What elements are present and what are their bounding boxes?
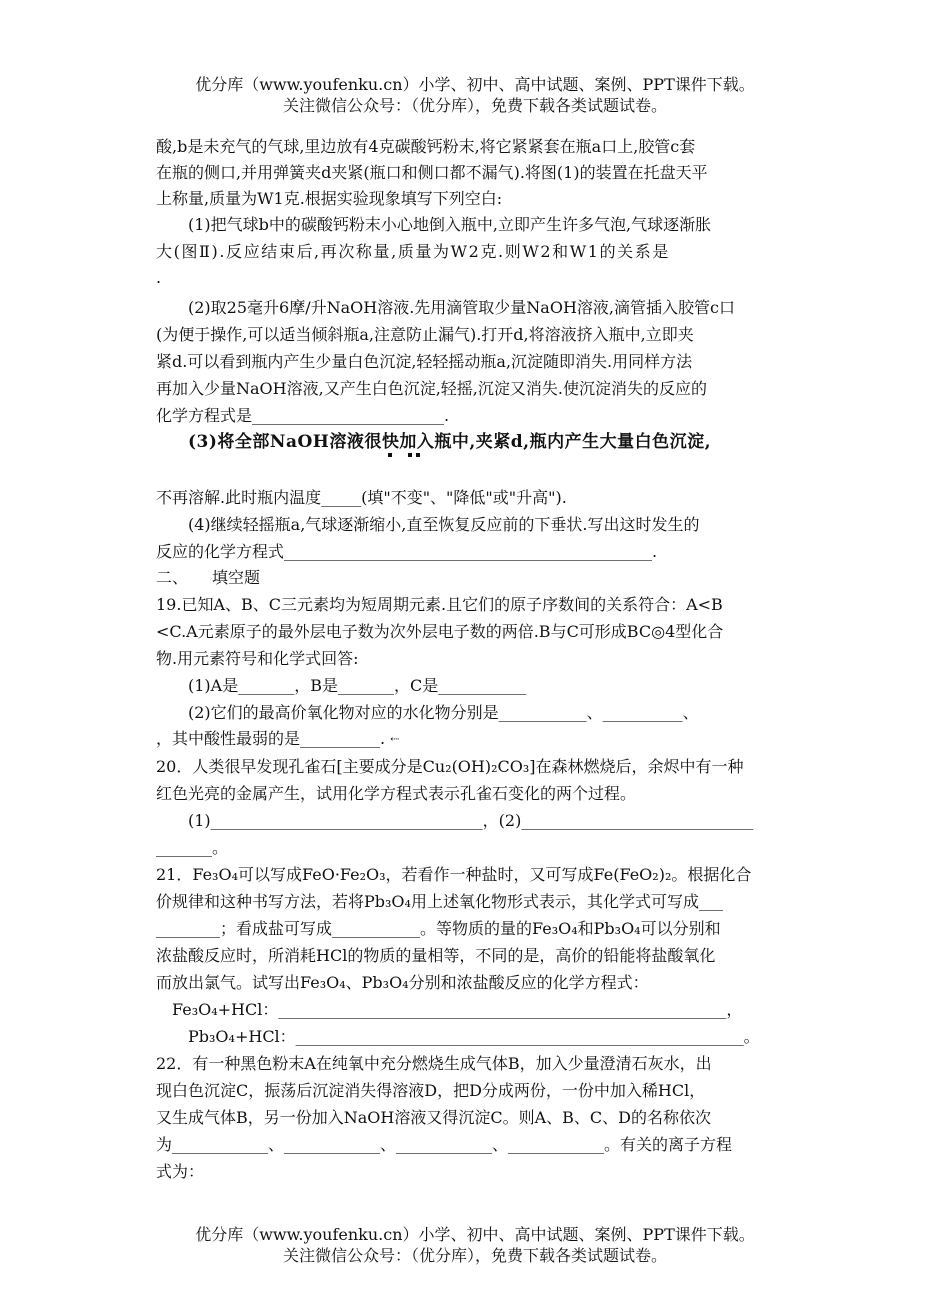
text-line: 现白色沉淀C，振荡后沉淀消失得溶液D，把D分成两份，一份中加入稀HCl， [156,1081,706,1100]
text-line: 为____________、____________、____________、____________。有关的离子方程 [156,1135,733,1154]
text-line: . [156,268,162,287]
text-line: (2)它们的最高价氧化物对应的水化物分别是___________、__________、 [188,703,699,722]
text-line: _______。 [156,838,229,857]
text-line: (1)__________________________________，(2)_____________________________ [188,811,754,830]
text-line: 价规律和这种书写方法，若将Pb₃O₄用上述氧化物形式表示，其化学式可写成___ [156,892,723,911]
text-line: 19.已知A、B、C三元素均为短周期元素.且它们的原子序数间的关系符合：A<B [156,595,723,614]
text-line: 再加入少量NaOH溶液,又产生白色沉淀,轻摇,沉淀又消失.使沉淀消失的反应的 [156,379,707,398]
text-line: 式为： [156,1162,205,1181]
text-line: 酸,b是未充气的气球,里边放有4克碳酸钙粉末,将它紧紧套在瓶a口上,胶管c套 [156,137,696,156]
text-line-bold: (3)将全部NaOH溶液很快加入瓶中,夹紧d,瓶内产生大量白色沉淀, [188,432,711,452]
text-line-content: ，其中酸性最弱的是__________. [156,729,386,748]
text-line: 红色光亮的金属产生，试用化学方程式表示孔雀石变化的两个过程。 [156,784,637,803]
text-line: 20．人类很早发现孔雀石[主要成分是Cu₂(OH)₂CO₃]在森林燃烧后，余烬中有一种 [156,757,744,776]
text-line: 物.用元素符号和化学式回答: [156,649,359,668]
page-footer [0,1224,950,1266]
text-line: 大(图Ⅱ).反应结束后,再次称量,质量为W2克.则W2和W1的关系是 [156,242,670,261]
header-line-1: 优分库（www.youfenku.cn）小学、初中、高中试题、案例、PPT课件下载。 [195,75,755,94]
text-line: 又生成气体B，另一份加入NaOH溶液又得沉淀C。则A、B、C、D的名称依次 [156,1108,711,1127]
header-line-2: 关注微信公众号：（优分库），免费下载各类试题试卷。 [282,96,667,115]
footer-line-1: 优分库（www.youfenku.cn）小学、初中、高中试题、案例、PPT课件下载。 [195,1225,755,1244]
return-mark-icon: ⇠ [390,732,400,746]
text-line: (2)取25毫升6摩/升NaOH溶液.先用滴管取少量NaOH溶液,滴管插入胶管c口 [188,298,735,317]
text-line [156,727,796,752]
text-line: 浓盐酸反应时，所消耗HCl的物质的量相等，不同的是，高价的铅能将盐酸氧化 [156,946,716,965]
text-line: (为便于操作,可以适当倾斜瓶a,注意防止漏气).打开d,将溶液挤入瓶中,立即夹 [156,325,694,344]
text-line: 而放出氯气。试写出Fe₃O₄、Pb₃O₄分别和浓盐酸反应的化学方程式： [156,973,649,992]
text-line: (1)把气球b中的碳酸钙粉末小心地倒入瓶中,立即产生许多气泡,气球逐渐胀 [188,215,712,234]
footer-line-2: 关注微信公众号：（优分库），免费下载各类试题试卷。 [282,1246,667,1265]
text-line: (4)继续轻摇瓶a,气球逐渐缩小,直至恢复反应前的下垂状.写出这时发生的 [188,515,700,534]
text-line: (1)A是_______，B是_______，C是___________ [188,676,527,695]
text-line: 21．Fe₃O₄可以写成FeO·Fe₂O₃，若看作一种盐时，又可写成Fe(FeO₂)₂。根据化合 [156,865,752,884]
text-line: 上称量,质量为W1克.根据实验现象填写下列空白: [156,189,503,208]
page-header [0,74,950,116]
text-line: 不再溶解.此时瓶内温度_____(填"不变"、"降低"或"升高"). [156,488,567,507]
section-heading: 二、 填空题 [156,568,261,587]
text-line: 在瓶的侧口,并用弹簧夹d夹紧(瓶口和侧口都不漏气).将图(1)的装置在托盘天平 [156,163,708,182]
text-line: 反应的化学方程式______________________________________________. [156,542,658,561]
text-line: ________；看成盐可写成___________。等物质的量的Fe₃O₄和Pb₃O₄可以分别和 [156,919,721,938]
text-line: Fe₃O₄+HCl：________________________________________________________， [172,1000,743,1019]
text-line: 紧d.可以看到瓶内产生少量白色沉淀,轻轻摇动瓶a,沉淀随即消失.用同样方法 [156,352,693,371]
text-line: 化学方程式是________________________. [156,406,450,425]
emphasis-dots [384,451,420,459]
text-line: Pb₃O₄+HCl：________________________________________________________。 [188,1027,760,1046]
text-line: <C.A元素原子的最外层电子数为次外层电子数的两倍.B与C可形成BC◎4型化合 [156,622,724,641]
text-line: 22．有一种黑色粉末A在纯氧中充分燃烧生成气体B，加入少量澄清石灰水，出 [156,1054,712,1073]
